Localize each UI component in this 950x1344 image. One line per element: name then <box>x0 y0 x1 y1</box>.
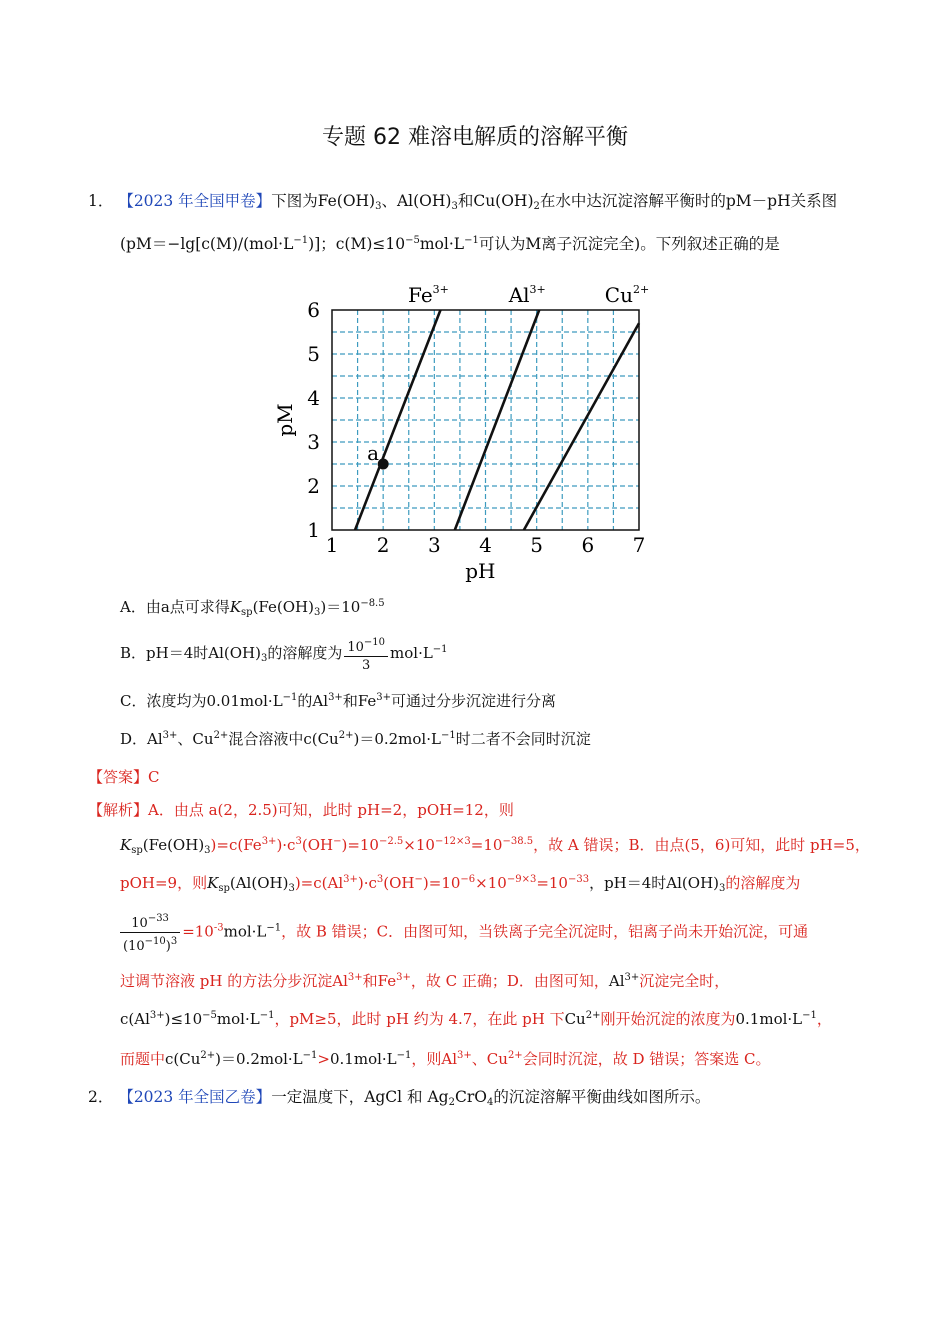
superscript: −1 <box>259 1010 275 1021</box>
superscript: 3+ <box>261 836 277 847</box>
y-axis-label: pM <box>273 403 297 437</box>
option-text: 点可求得 <box>169 598 230 616</box>
analysis-text: (OH <box>383 874 415 892</box>
superscript: −1 <box>432 644 448 655</box>
analysis-text: ，则 <box>411 1050 442 1068</box>
superscript: −2.5 <box>378 836 404 847</box>
option-text: )＝10 <box>320 598 361 616</box>
stem-text: )]；c(M)≤10 <box>308 235 406 253</box>
x-tick-label: 6 <box>581 533 595 557</box>
fraction-numerator <box>344 634 388 657</box>
point-a-marker <box>378 459 389 470</box>
y-tick-label: 1 <box>307 518 320 542</box>
analysis-text: Cu <box>564 1010 586 1028</box>
analysis-text: )·c <box>357 874 377 892</box>
option-text: 的溶解度为 <box>267 644 343 662</box>
x-tick-label: 4 <box>479 533 492 557</box>
superscript: 3 <box>170 936 178 947</box>
question-1-stem-line2 <box>120 230 780 255</box>
analysis-text: )=c(Al <box>294 874 344 892</box>
option-text: 时二者不会同时沉淀 <box>455 730 591 748</box>
superscript: 3+ <box>347 972 363 983</box>
analysis-text: ， <box>816 1010 832 1028</box>
superscript: −38.5 <box>502 836 534 847</box>
analysis-text: 0.1mol·L <box>735 1010 803 1028</box>
superscript: 3+ <box>149 1010 165 1021</box>
analysis-text: 会同时沉淀，故 D 错误；答案选 C。 <box>522 1050 771 1068</box>
analysis-text: 的溶解度为 <box>725 874 801 892</box>
series-label-charge: 3+ <box>529 283 546 296</box>
analysis-line-4 <box>118 910 808 955</box>
option-text: A．由 <box>120 598 161 616</box>
option-b <box>120 634 448 674</box>
analysis-text: ，故 C 正确；D．由图可知， <box>410 972 609 990</box>
analysis-text: 刚开始沉淀的浓度为 <box>600 1010 736 1028</box>
superscript: −10 <box>363 637 386 648</box>
analysis-text: ，pM≥5，此时 pH 约为 4.7，在此 pH 下 <box>274 1010 565 1028</box>
analysis-line-2 <box>120 834 870 856</box>
superscript: 3+ <box>624 972 640 983</box>
superscript: −9×3 <box>506 874 537 885</box>
fraction-numerator <box>120 910 180 933</box>
superscript: 3+ <box>396 972 411 983</box>
fraction-denominator: 3 <box>362 658 371 673</box>
option-text: D．Al <box>120 730 163 748</box>
analysis-line-6 <box>120 1008 832 1029</box>
analysis-text: 、 <box>471 1050 487 1068</box>
subscript: sp <box>131 845 143 856</box>
analysis-text: (10 <box>123 939 145 954</box>
question-number: 1． <box>88 192 114 210</box>
analysis-text: Cu <box>486 1050 508 1068</box>
superscript: − <box>333 836 342 847</box>
x-tick-label: 3 <box>427 533 441 557</box>
analysis-text: (Fe(OH) <box>142 836 205 854</box>
analysis-text: ，故 A 错误；B．由点(5，6)可知，此时 pH=5， <box>533 836 870 854</box>
superscript: 3 <box>376 874 384 885</box>
question-number: 2． <box>88 1088 114 1106</box>
x-axis-label: pH <box>465 559 496 583</box>
analysis-text: K <box>120 836 132 854</box>
fraction-denominator <box>120 933 180 955</box>
option-text: 、Cu <box>177 730 214 748</box>
stem-text: 、Al(OH) <box>381 192 452 210</box>
superscript: 2+ <box>213 730 229 741</box>
option-text: 混合溶液中c(Cu <box>228 730 339 748</box>
option-a <box>120 596 385 618</box>
analysis-text: )·c <box>276 836 296 854</box>
option-text: 的Al <box>297 692 329 710</box>
analysis-text: ，故 B 错误；C．由图可知，当铁离子完全沉淀时，铝离子尚未开始沉淀，可通 <box>281 922 809 941</box>
stem-text: 的沉淀溶解平衡曲线如图所示。 <box>493 1088 711 1106</box>
superscript: 3+ <box>376 692 392 703</box>
page-title: 专题 62 难溶电解质的溶解平衡 <box>322 125 628 150</box>
answer-label: 【答案】C <box>88 768 160 786</box>
analysis-text: 沉淀完全时， <box>639 972 730 990</box>
superscript: 3+ <box>343 874 358 885</box>
option-text: a <box>160 598 170 616</box>
analysis-text: 过调节溶液 pH 的方法分步沉淀 <box>120 972 333 990</box>
analysis-text: 0.1mol·L <box>329 1050 397 1068</box>
superscript: −1 <box>266 922 282 934</box>
x-tick-label: 7 <box>632 533 646 557</box>
analysis-text: pOH=9，则 <box>120 874 208 892</box>
analysis-text: =10 <box>470 836 503 854</box>
analysis-text: )＝0.2mol·L <box>215 1050 303 1068</box>
series-label: $Cu^{2+}$ <box>604 283 650 307</box>
fraction <box>120 910 180 955</box>
superscript: −12×3 <box>434 836 471 847</box>
superscript: 3+ <box>162 730 178 741</box>
option-text: 可通过分步沉淀进行分离 <box>391 692 557 710</box>
analysis-text: ) <box>165 939 171 954</box>
superscript: 3+ <box>328 692 343 703</box>
analysis-line-3 <box>120 872 800 894</box>
superscript: −1 <box>302 1050 318 1061</box>
superscript: -3 <box>213 922 224 934</box>
option-text: (Fe(OH) <box>252 598 314 616</box>
stem-text: 和Cu(OH) <box>457 192 534 210</box>
stem-text: CrO <box>454 1088 487 1106</box>
superscript: −1 <box>396 1050 412 1061</box>
stem-text: 在水中达沉淀溶解平衡时的pM－pH关系图 <box>539 192 838 210</box>
superscript: −1 <box>440 730 456 741</box>
analysis-line-5 <box>120 970 729 991</box>
analysis-text: Fe <box>377 972 397 990</box>
superscript: −1 <box>802 1010 817 1021</box>
question-source: 【2023 年全国甲卷】 <box>118 192 272 210</box>
subscript: 3 <box>288 883 295 894</box>
analysis-text: mol·L <box>223 922 267 941</box>
analysis-text: ×10 <box>403 836 435 854</box>
y-tick-label: 5 <box>307 342 320 366</box>
point-a-label: a <box>367 441 380 465</box>
analysis-text: )=10 <box>422 874 461 892</box>
superscript: 3 <box>295 836 302 847</box>
analysis-text: 而题中 <box>120 1050 166 1068</box>
option-text: 和Fe <box>342 692 377 710</box>
analysis-text: (Al(OH) <box>229 874 289 892</box>
superscript: −6 <box>460 874 476 885</box>
analysis-text: =10 <box>536 874 568 892</box>
option-text: K <box>229 598 242 616</box>
y-tick-label: 2 <box>307 474 320 498</box>
option-text: 10 <box>347 640 364 655</box>
superscript: 2+ <box>585 1010 601 1021</box>
stem-text: (pM＝−lg[c(M)/(mol·L <box>120 235 294 253</box>
series-label-charge: 3+ <box>432 283 449 296</box>
series-label-charge: 2+ <box>632 283 650 296</box>
x-tick-label: 2 <box>376 533 390 557</box>
analysis-text: mol·L <box>216 1010 260 1028</box>
superscript: −33 <box>567 874 590 885</box>
superscript: 2+ <box>338 730 354 741</box>
superscript: −1 <box>464 235 479 246</box>
series-label: $Al^{3+}$ <box>508 283 546 307</box>
fraction <box>344 634 388 674</box>
analysis-text: c(Al <box>120 1010 150 1028</box>
question-source: 【2023 年全国乙卷】 <box>118 1088 272 1106</box>
pm-ph-chart <box>260 270 700 590</box>
analysis-text: K <box>207 874 219 892</box>
option-text: B．pH＝4时Al(OH) <box>120 644 261 662</box>
x-tick-label: 1 <box>325 533 339 557</box>
stem-text: 可认为M离子沉淀完全)。下列叙述正确的是 <box>478 235 780 253</box>
stem-text: 下图为Fe(OH) <box>271 192 376 210</box>
analysis-text: Al <box>608 972 625 990</box>
subscript: 2 <box>533 201 540 212</box>
stem-text: 一定温度下，AgCl 和 Ag <box>271 1088 449 1106</box>
superscript: −1 <box>282 692 298 703</box>
series-label: $Fe^{3+}$ <box>408 283 449 307</box>
superscript: −33 <box>147 913 169 924</box>
option-d <box>120 728 591 749</box>
analysis-text: Al <box>332 972 348 990</box>
analysis-text: ，pH＝4时Al(OH) <box>589 874 720 892</box>
analysis-text: 和 <box>362 972 378 990</box>
analysis-text: Al <box>441 1050 458 1068</box>
analysis-line-7 <box>120 1048 771 1069</box>
subscript: 3 <box>313 607 321 618</box>
analysis-text: > <box>317 1050 330 1068</box>
subscript: sp <box>218 883 230 894</box>
y-tick-label: 6 <box>307 298 320 322</box>
x-tick-label: 5 <box>530 533 544 557</box>
option-text: C．浓度均为0.01mol·L <box>120 692 283 710</box>
superscript: −5 <box>405 235 420 246</box>
analysis-text: 10 <box>131 916 148 931</box>
question-1-stem <box>88 190 837 218</box>
subscript: sp <box>241 607 253 618</box>
superscript: 2+ <box>200 1050 216 1061</box>
subscript: 2 <box>448 1097 455 1108</box>
subscript: 3 <box>451 201 458 212</box>
y-tick-label: 4 <box>307 386 320 410</box>
superscript: 2+ <box>507 1050 523 1061</box>
analysis-text: )=10 <box>341 836 379 854</box>
subscript: 3 <box>204 845 211 856</box>
option-c <box>120 690 556 711</box>
analysis-line-1: 【解析】A．由点 a(2，2.5)可知，此时 pH=2，pOH=12，则 <box>88 801 514 819</box>
subscript: 3 <box>375 201 382 212</box>
analysis-text: c(Cu <box>165 1050 201 1068</box>
superscript: 3+ <box>457 1050 472 1061</box>
superscript: −1 <box>293 235 309 246</box>
analysis-text: ×10 <box>475 874 507 892</box>
y-tick-label: 3 <box>307 430 320 454</box>
option-text: mol·L <box>390 644 433 662</box>
analysis-text: =10 <box>182 922 214 941</box>
analysis-text: )≤10 <box>164 1010 203 1028</box>
option-text: )＝0.2mol·L <box>353 730 441 748</box>
subscript: 4 <box>486 1097 494 1108</box>
analysis-text: (OH <box>301 836 334 854</box>
superscript: −5 <box>202 1010 217 1021</box>
analysis-text: )=c(Fe <box>210 836 262 854</box>
subscript: 3 <box>719 883 726 894</box>
superscript: −8.5 <box>360 598 385 609</box>
question-2-stem <box>88 1086 710 1114</box>
superscript: − <box>414 874 423 885</box>
subscript: 3 <box>260 653 268 664</box>
stem-text: mol·L <box>419 235 465 253</box>
superscript: −10 <box>144 936 166 947</box>
